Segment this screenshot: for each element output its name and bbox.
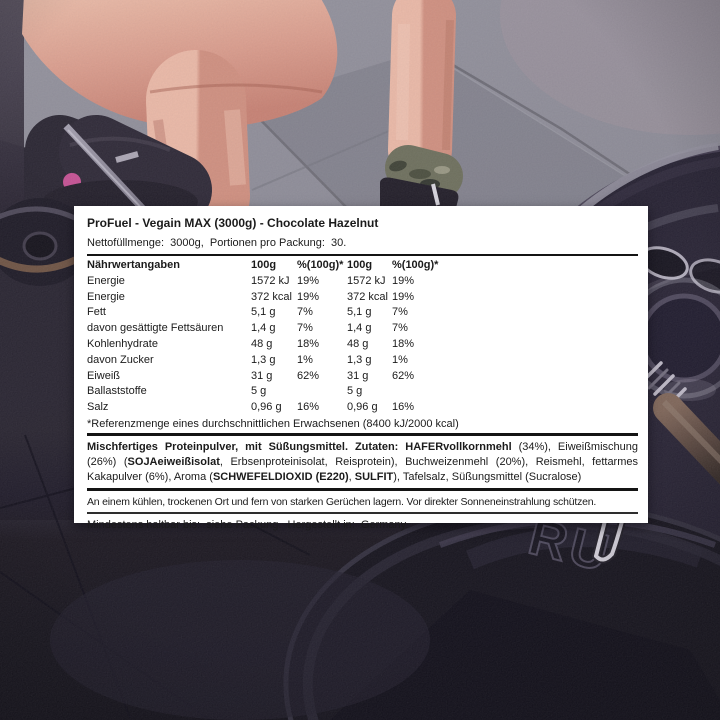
table-row: Eiweiß 31 g 62% 31 g 62% [87,369,415,382]
ingredients-text [87,440,638,485]
ingredients-segment: Mischfertiges Proteinpulver, mit Süßungsmittel. Zutaten: HAFERvollkornmehl [87,440,512,453]
nutrition-label-panel [74,206,648,531]
table-row: davon gesättigte Fettsäuren 1,4 g 7% 1,4 g 7% [87,322,408,335]
allergen-sulfite: SULFIT [354,470,394,483]
reference-footnote: *Referenzmenge eines durchschnittlichen Erwachsenen (8400 kJ/2000 kcal) [87,417,459,430]
allergen-soy: SOJAeiweißisolat [127,455,220,468]
col-header: %(100g)* [392,259,439,271]
table-header-row [87,258,638,274]
best-before-line: Mindestens haltbar bis: siehe Packung. Hergestellt in: Germany. [87,518,409,531]
table-row: Salz 0,96 g 16% 0,96 g 16% [87,401,415,414]
ingredients-segment: (34%), Eiweißmischung (26%) ( [87,440,639,468]
product-title: ProFuel - Vegain MAX (3000g) - Chocolate Hazelnut [87,216,379,230]
nutrition-table [87,258,638,416]
ingredients-segment: , [348,470,355,483]
table-row: Energie 372 kcal 19% 372 kcal 19% [87,290,415,303]
divider [87,433,638,436]
divider [87,254,638,256]
ingredients-segment: , Erbsenproteinisolat, Reisprotein), Buchweizenmehl (20%), Reismehl, fettarmes Kakapulver (6%), Aroma ( [87,455,639,483]
table-row: Energie 1572 kJ 19% 1572 kJ 19% [87,274,415,287]
table-row: Kohlenhydrate 48 g 18% 48 g 18% [87,337,415,350]
col-header: Nährwertangaben [87,259,180,271]
col-header: %(100g)* [297,259,344,271]
divider [87,512,638,514]
table-row: davon Zucker 1,3 g 1% 1,3 g 1% [87,353,408,366]
table-row: Ballaststoffe 5 g 5 g [87,385,363,398]
storage-instructions: An einem kühlen, trockenen Ort und fern von starken Gerüchen lagern. Vor direkter Sonneneinstrahlung schützen. [87,495,597,508]
col-header: 100g [251,259,277,271]
ingredients-segment: ), Tafelsalz, Süßungsmittel (Sucralose) [393,470,582,483]
divider [87,488,638,491]
allergen-sulfur-dioxide: SCHWEFELDIOXID (E220) [212,470,349,483]
col-header: 100g [347,259,373,271]
table-row: Fett 5,1 g 7% 5,1 g 7% [87,306,408,319]
net-quantity-line: Nettofüllmenge: 3000g, Portionen pro Packung: 30. [87,237,347,249]
